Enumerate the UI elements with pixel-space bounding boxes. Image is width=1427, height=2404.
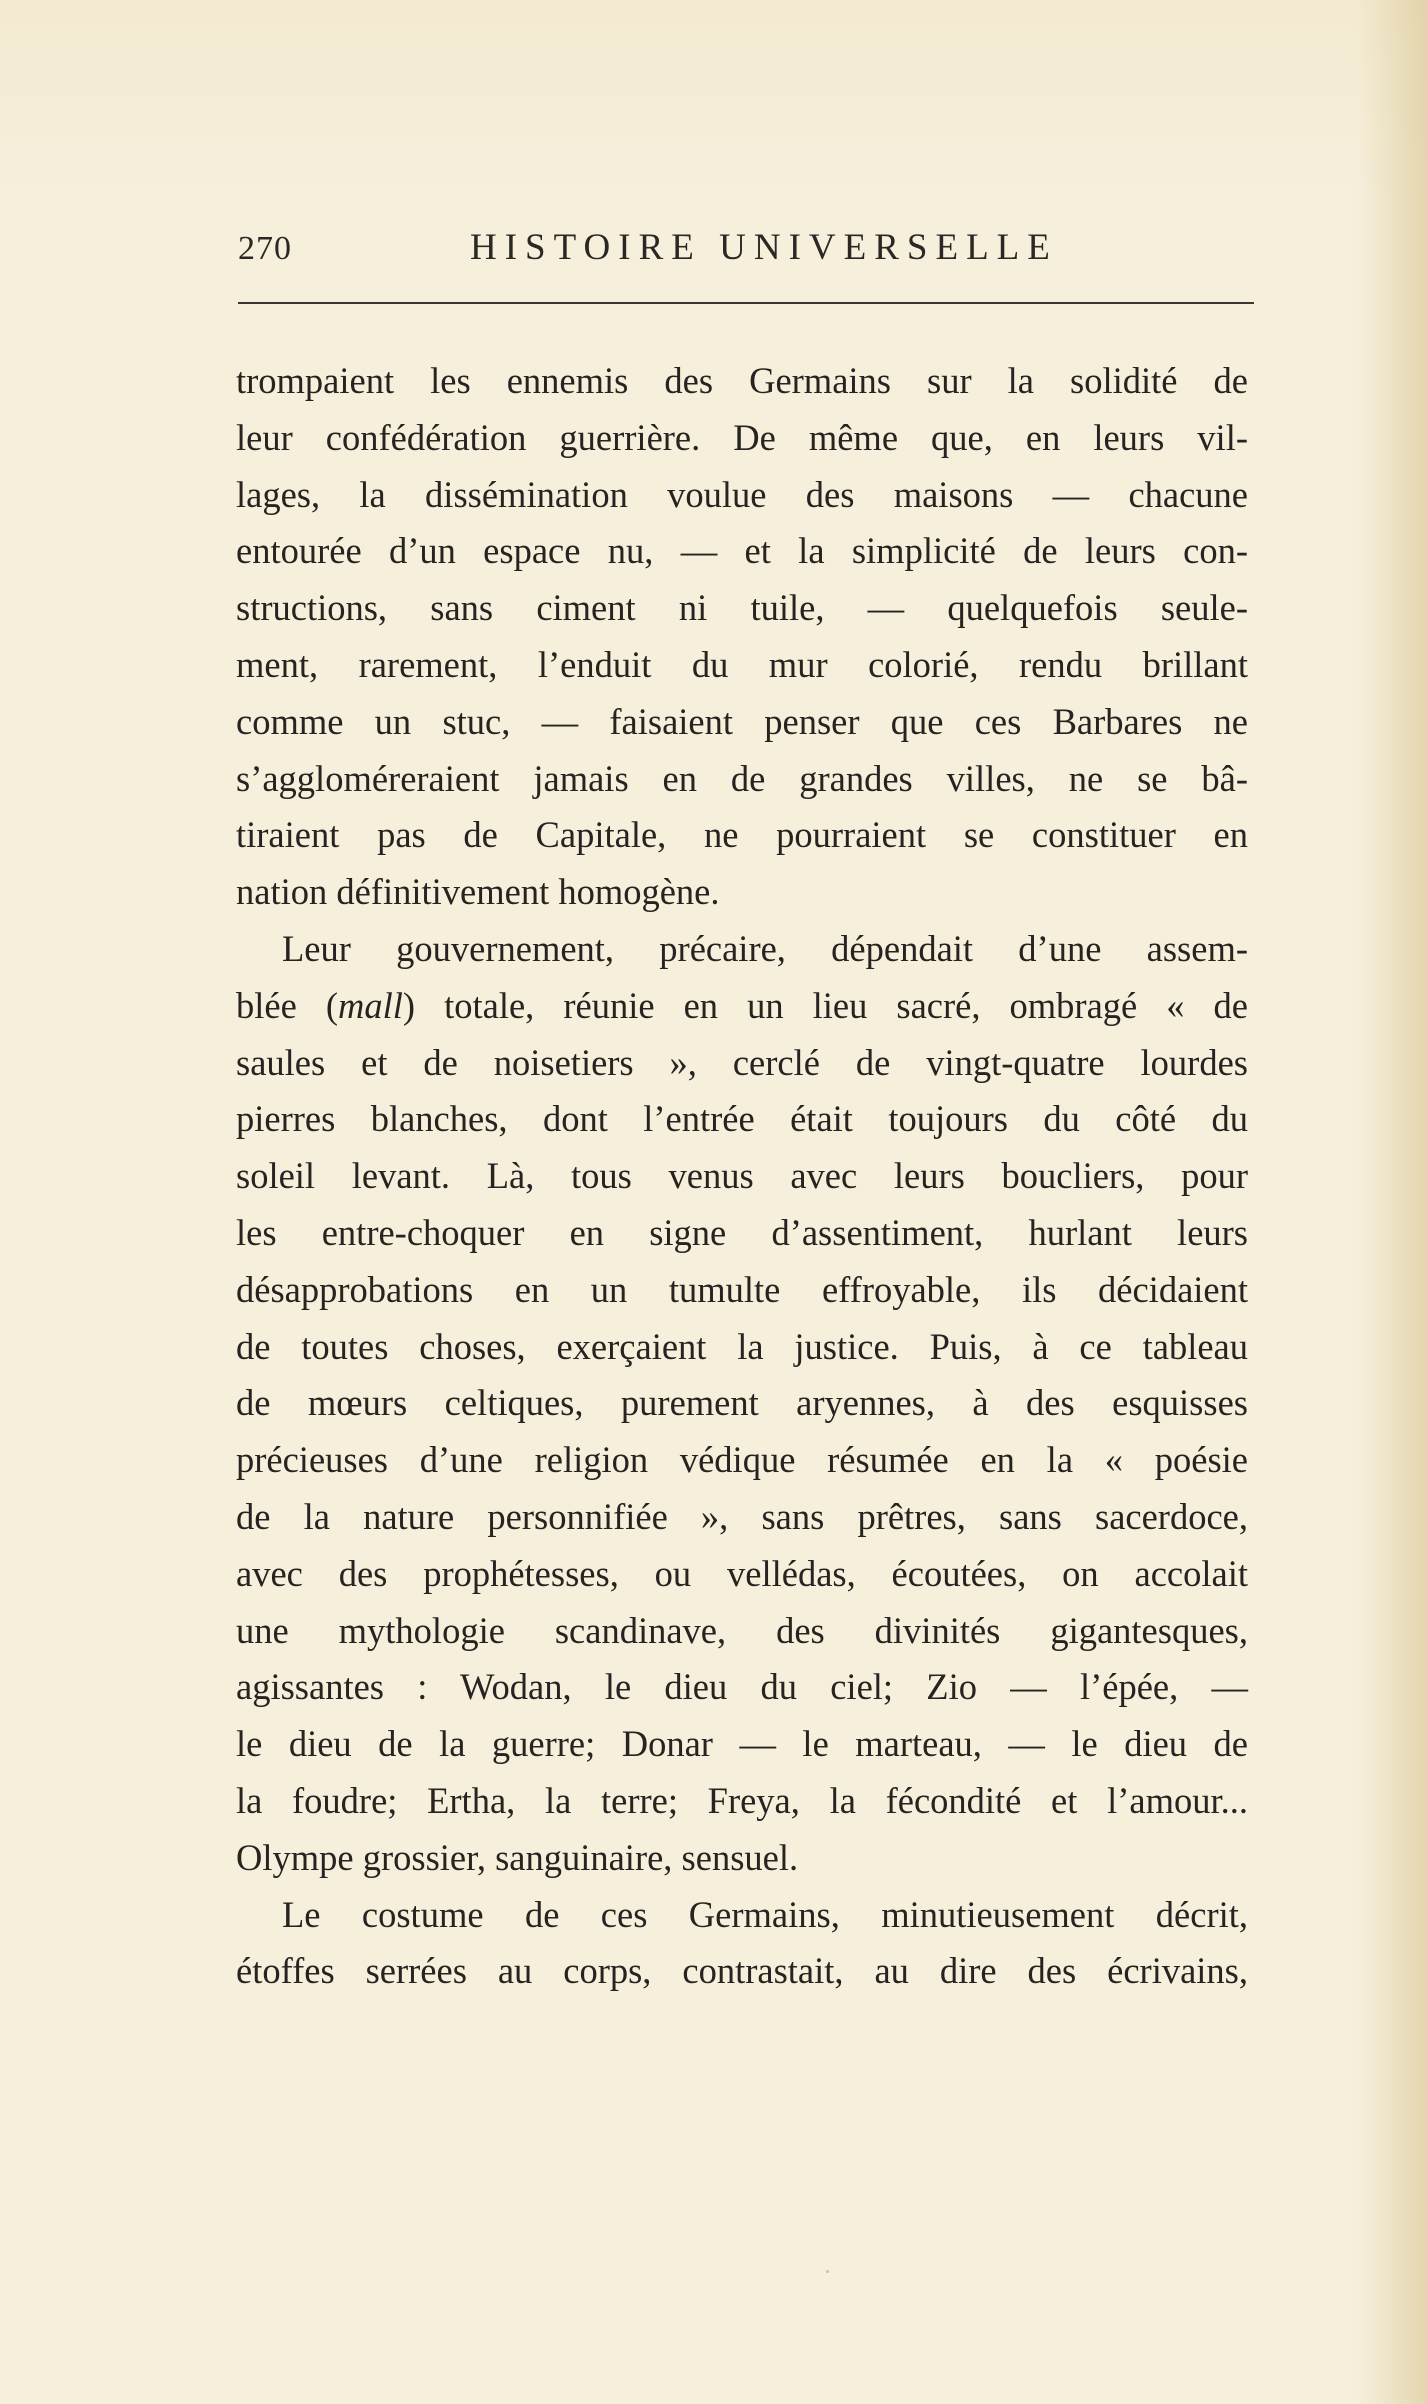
running-head: HISTOIRE UNIVERSELLE	[470, 227, 1058, 268]
paragraph-start-line: Leur gouvernement, précaire, dépendait d’une assem-	[282, 927, 1248, 969]
text-line: pierres blanches, dont l’entrée était toujours du côté du	[236, 1098, 1248, 1140]
text-line: soleil levant. Là, tous venus avec leurs boucliers, pour	[236, 1155, 1248, 1197]
text-line: trompaient les ennemis des Germains sur la solidité de	[236, 360, 1248, 401]
text-line-with-italic	[236, 978, 1248, 1035]
text-line: de la nature personnifiée », sans prêtres, sans sacerdoce,	[236, 1495, 1248, 1537]
paragraph-end-line: nation définitivement homogène.	[236, 871, 720, 913]
inline-rest: totale, réunie en un lieu sacré, ombragé « de	[444, 984, 1249, 1026]
text-line: agissantes : Wodan, le dieu du ciel; Zio — l’épée, —	[236, 1666, 1248, 1708]
text-line: saules et de noisetiers », cerclé de vingt-quatre lourdes	[236, 1041, 1248, 1083]
paragraph-end-line: Olympe grossier, sanguinaire, sensuel.	[236, 1836, 799, 1878]
text-line: précieuses d’une religion védique résumée en la « poésie	[236, 1439, 1248, 1481]
text-line: avec des prophétesses, ou vellédas, écoutées, on accolait	[236, 1552, 1248, 1594]
text-line: étoffes serrées au corps, contrastait, au dire des écrivains,	[236, 1950, 1248, 1992]
page-header	[238, 226, 1248, 276]
text-line: entourée d’un espace nu, — et la simplicité de leurs con-	[236, 530, 1248, 572]
text-line: lages, la dissémination voulue des maisons — chacune	[236, 473, 1248, 515]
body-text	[236, 353, 1248, 2000]
italic-term: mall	[338, 984, 403, 1026]
header-rule	[238, 302, 1254, 304]
inline-prefix: blée (	[236, 984, 338, 1026]
text-line: structions, sans ciment ni tuile, — quelquefois seule-	[236, 587, 1248, 629]
text-line: de mœurs celtiques, purement aryennes, à des esquisses	[236, 1382, 1248, 1424]
text-line: leur confédération guerrière. De même que, en leurs vil-	[236, 416, 1248, 458]
text-line: la foudre; Ertha, la terre; Freya, la fécondité et l’amour...	[236, 1779, 1248, 1821]
text-line: une mythologie scandinave, des divinités gigantesques,	[236, 1609, 1248, 1651]
inline-suffix: )	[402, 984, 416, 1026]
text-line: ment, rarement, l’enduit du mur colorié, rendu brillant	[236, 643, 1248, 685]
text-line: le dieu de la guerre; Donar — le marteau, — le dieu de	[236, 1723, 1248, 1765]
text-line: de toutes choses, exerçaient la justice. Puis, à ce tableau	[236, 1325, 1248, 1367]
text-line: comme un stuc, — faisaient penser que ces Barbares ne	[236, 700, 1248, 742]
text-line: les entre-choquer en signe d’assentiment, hurlant leurs	[236, 1211, 1248, 1253]
text-line: tiraient pas de Capitale, ne pourraient se constituer en	[236, 814, 1248, 856]
text-line: désapprobations en un tumulte effroyable, ils décidaient	[236, 1268, 1248, 1310]
paragraph-start-line: Le costume de ces Germains, minutieusement décrit,	[282, 1893, 1248, 1935]
text-line: s’aggloméreraient jamais en de grandes villes, ne se bâ-	[236, 757, 1248, 799]
page-number: 270	[238, 230, 292, 267]
paper-speck	[826, 2270, 829, 2273]
